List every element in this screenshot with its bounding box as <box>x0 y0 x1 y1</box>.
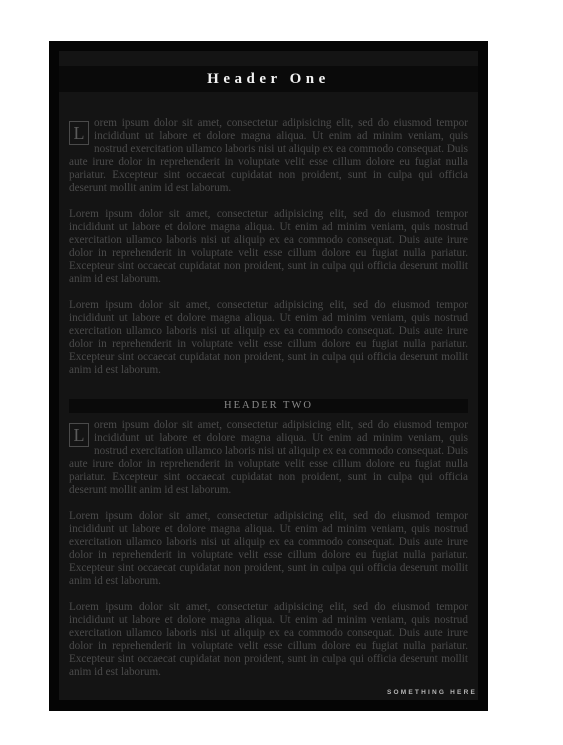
header-one: Header One <box>59 66 478 92</box>
paragraph: Lorem ipsum dolor sit amet, consectetur adipisicing elit, sed do eiusmod tempor incididunt ut labore et dolore magna aliqua. Ut enim ad minim veniam, quis nostrud exercitation ullamco laboris nisi ut aliquip ex ea commodo consequat. Duis aute irure dolor in reprehenderit in voluptate velit esse cillum dolore eu fugiat nulla pariatur. Excepteur sint occaecat cupidatat non proident, sunt in culpa qui officia deserunt mollit anim id est laborum. <box>69 299 468 376</box>
paragraph: Lorem ipsum dolor sit amet, consectetur adipisicing elit, sed do eiusmod tempor incididunt ut labore et dolore magna aliqua. Ut enim ad minim veniam, quis nostrud exercitation ullamco laboris nisi ut aliquip ex ea commodo consequat. Duis aute irure dolor in reprehenderit in voluptate velit esse cillum dolore eu fugiat nulla pariatur. Excepteur sint occaecat cupidatat non proident, sunt in culpa qui officia deserunt mollit anim id est laborum. <box>69 208 468 285</box>
paragraph: Lorem ipsum dolor sit amet, consectetur adipisicing elit, sed do eiusmod tempor incididunt ut labore et dolore magna aliqua. Ut enim ad minim veniam, quis nostrud exercitation ullamco laboris nisi ut aliquip ex ea commodo consequat. Duis aute irure dolor in reprehenderit in voluptate velit esse cillum dolore eu fugiat nulla pariatur. Excepteur sint occaecat cupidatat non proident, sunt in culpa qui officia deserunt mollit anim id est laborum. <box>69 601 468 678</box>
paragraph: Lorem ipsum dolor sit amet, consectetur adipisicing elit, sed do eiusmod tempor incididunt ut labore et dolore magna aliqua. Ut enim ad minim veniam, quis nostrud exercitation ullamco laboris nisi ut aliquip ex ea commodo consequat. Duis aute irure dolor in reprehenderit in voluptate velit esse cillum dolore eu fugiat nulla pariatur. Excepteur sint occaecat cupidatat non proident, sunt in culpa qui officia deserunt mollit anim id est laborum. <box>69 510 468 587</box>
paragraph-text: orem ipsum dolor sit amet, consectetur adipisicing elit, sed do eiusmod tempor incididunt ut labore et dolore magna aliqua. Ut enim ad minim veniam, quis nostrud exercitation ullamco laboris nisi ut aliquip ex ea commodo consequat. Duis aute irure dolor in reprehenderit in voluptate velit esse cillum dolore eu fugiat nulla pariatur. Excepteur sint occaecat cupidatat non proident, sunt in culpa qui officia deserunt mollit anim id est laborum. <box>69 419 468 496</box>
section-two <box>69 419 468 692</box>
content-panel <box>59 51 478 700</box>
dropcap-letter: L <box>69 121 89 145</box>
paragraph-text: orem ipsum dolor sit amet, consectetur adipisicing elit, sed do eiusmod tempor incididunt ut labore et dolore magna aliqua. Ut enim ad minim veniam, quis nostrud exercitation ullamco laboris nisi ut aliquip ex ea commodo consequat. Duis aute irure dolor in reprehenderit in voluptate velit esse cillum dolore eu fugiat nulla pariatur. Excepteur sint occaecat cupidatat non proident, sunt in culpa qui officia deserunt mollit anim id est laborum. <box>69 117 468 194</box>
paragraph-dropcap <box>69 117 468 195</box>
dropcap-letter: L <box>69 423 89 447</box>
header-two: HEADER TWO <box>69 399 468 413</box>
section-one <box>69 117 468 390</box>
footer-label: SOMETHING HERE <box>386 689 477 696</box>
paragraph-dropcap <box>69 419 468 497</box>
outer-frame <box>49 41 488 711</box>
